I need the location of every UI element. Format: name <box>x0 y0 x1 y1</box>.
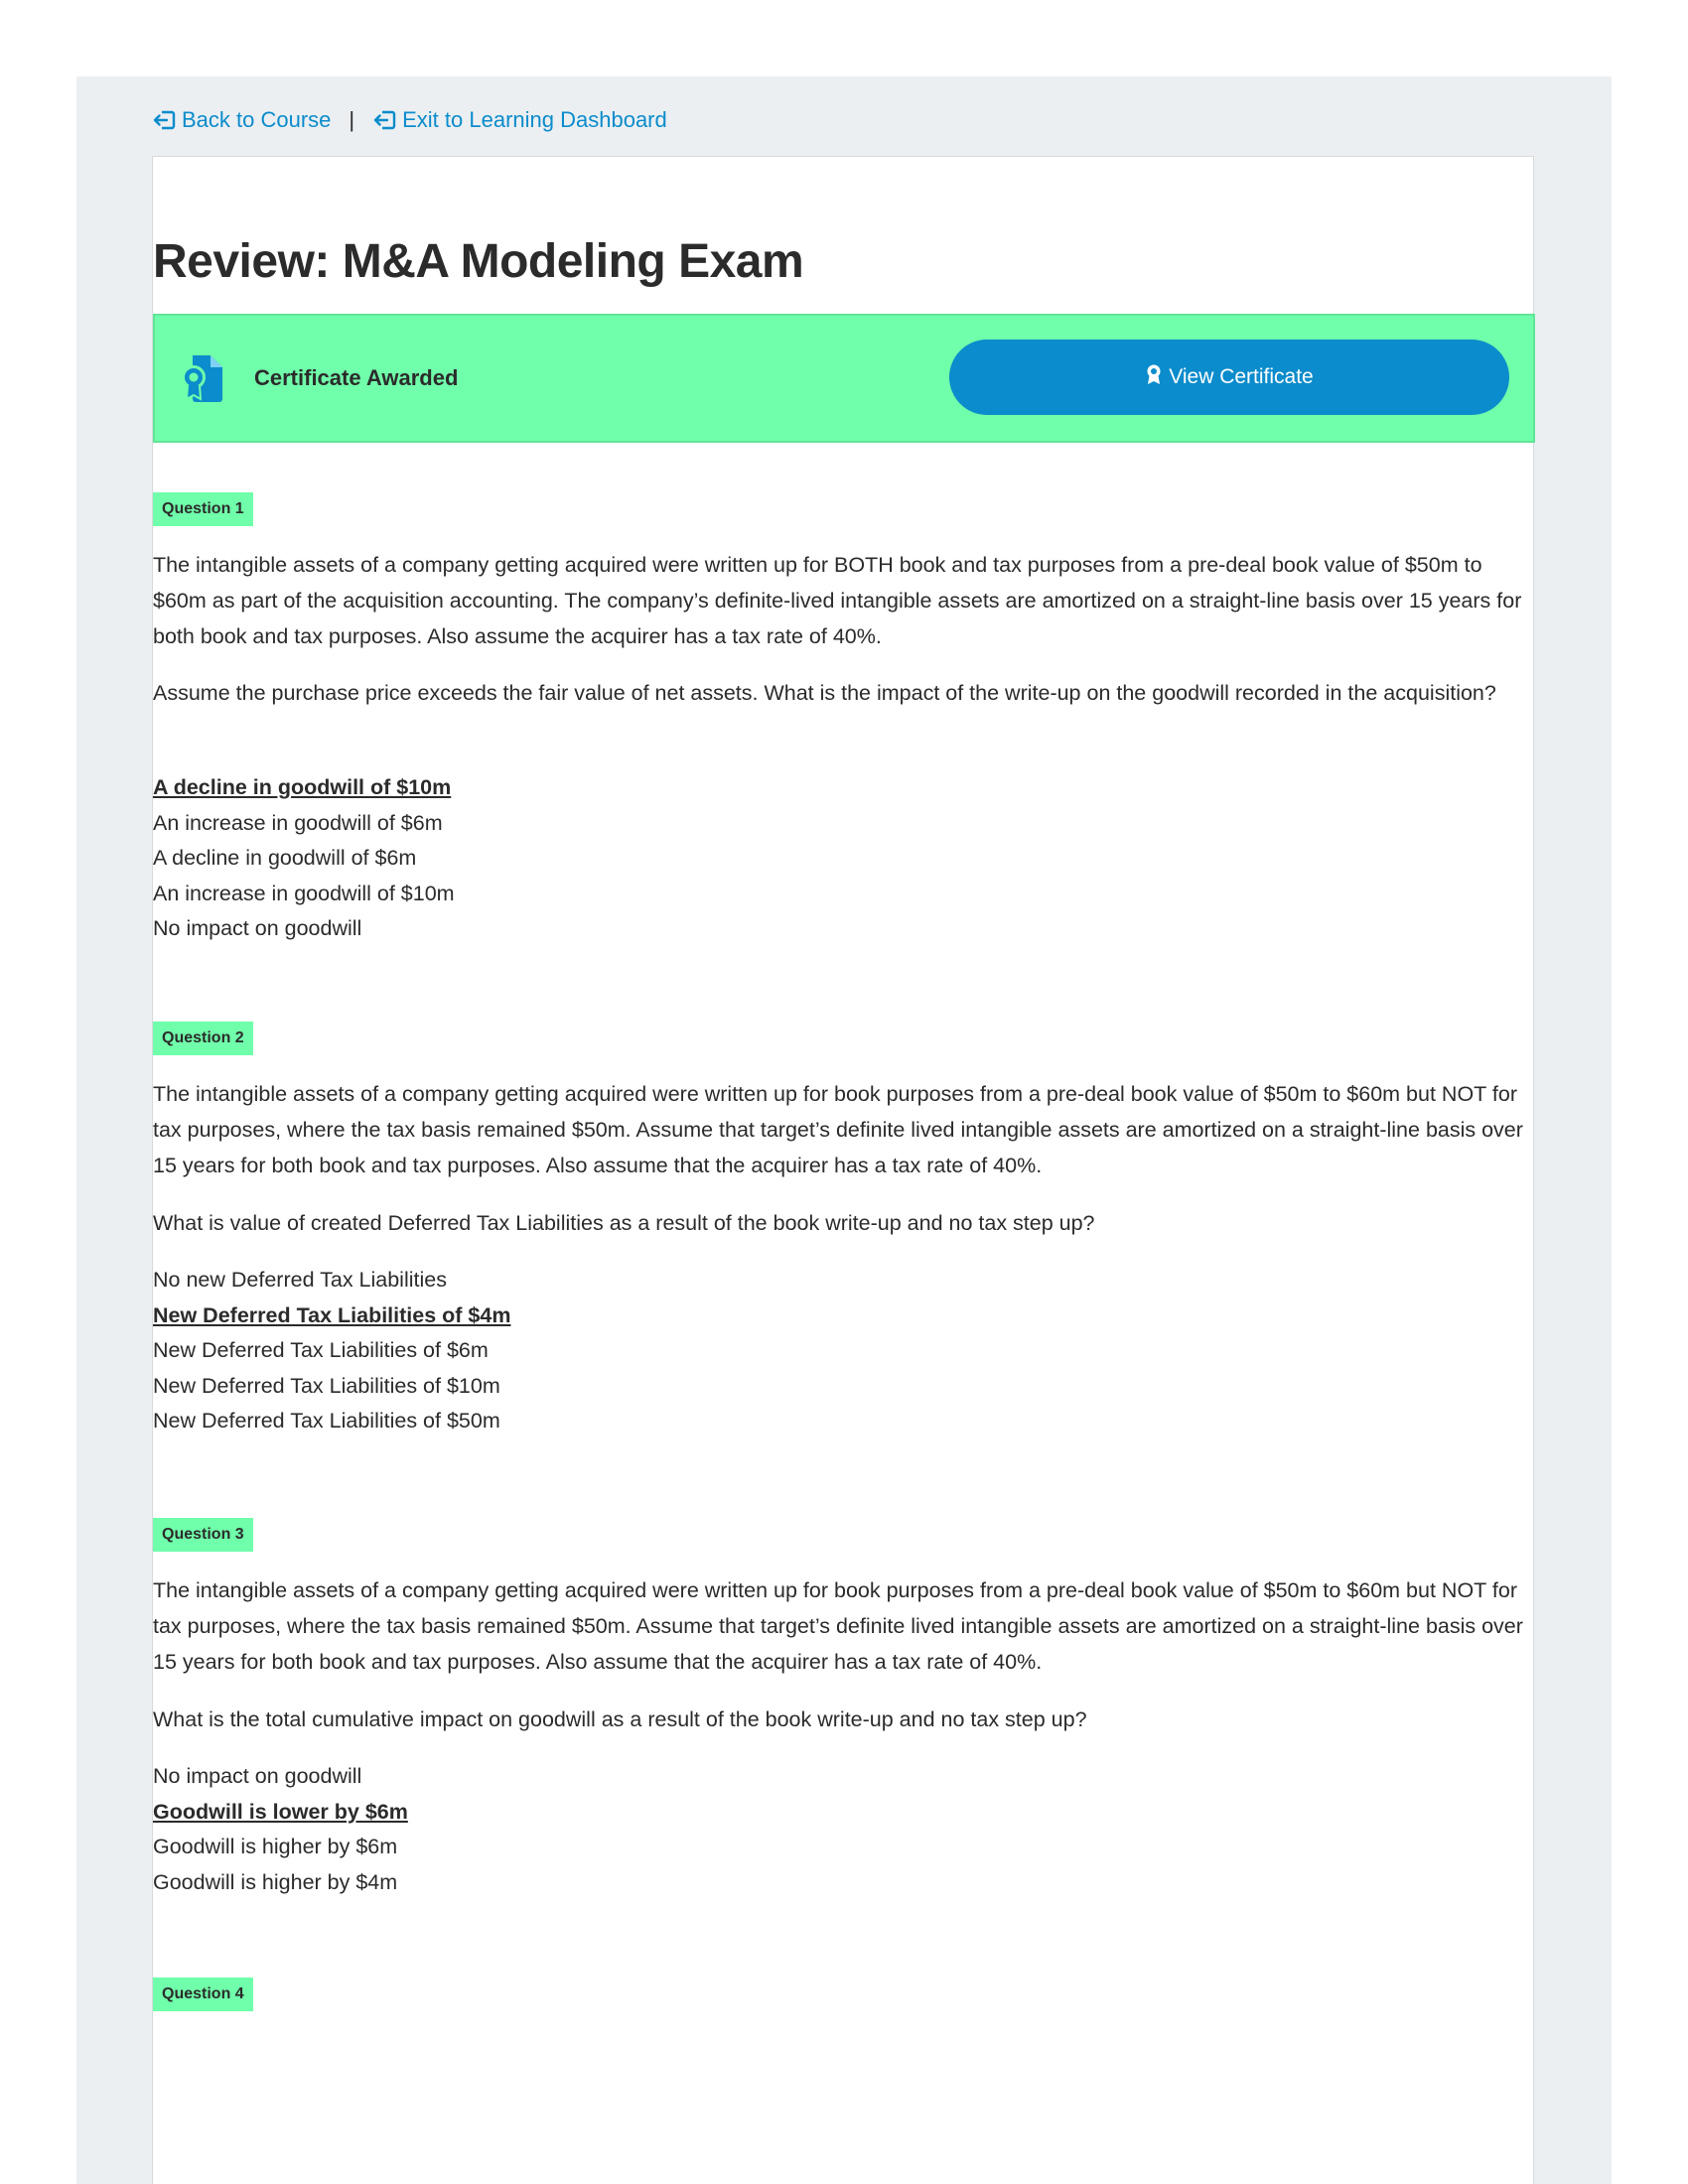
answer-option: An increase in goodwill of $10m <box>153 881 455 905</box>
answer-option: No impact on goodwill <box>153 916 362 940</box>
view-certificate-label: View Certificate <box>1169 365 1314 388</box>
answer-options <box>153 770 455 947</box>
question-prompt: What is value of created Deferred Tax Liabilities as a result of the book write-up and no tax step up? <box>153 1211 1095 1235</box>
sign-out-icon <box>372 109 396 131</box>
question-prompt: Assume the purchase price exceeds the fair value of net assets. What is the impact of the write-up on the goodwill recorded in the acquisition? <box>153 681 1496 705</box>
top-navigation <box>152 103 667 137</box>
answer-option: New Deferred Tax Liabilities of $50m <box>153 1409 500 1433</box>
exit-dashboard-link[interactable] <box>372 107 667 133</box>
nav-separator: | <box>349 107 355 132</box>
exit-dashboard-label: Exit to Learning Dashboard <box>402 107 667 132</box>
answer-option: No new Deferred Tax Liabilities <box>153 1268 447 1292</box>
question-prompt: What is the total cumulative impact on goodwill as a result of the book write-up and no tax step up? <box>153 1707 1087 1731</box>
answer-option: New Deferred Tax Liabilities of $6m <box>153 1338 489 1362</box>
view-certificate-button[interactable] <box>949 340 1509 415</box>
award-icon <box>1145 363 1163 391</box>
answer-option-correct: Goodwill is lower by $6m <box>153 1799 408 1824</box>
answer-options <box>153 1263 510 1439</box>
answer-option-correct: New Deferred Tax Liabilities of $4m <box>153 1302 511 1327</box>
answer-option: Goodwill is higher by $6m <box>153 1835 398 1858</box>
certificate-file-icon <box>181 353 226 408</box>
answer-option: An increase in goodwill of $6m <box>153 810 443 835</box>
certificate-banner <box>153 314 1535 443</box>
question-badge: Question 4 <box>153 1978 253 2011</box>
back-to-course-label: Back to Course <box>182 107 332 132</box>
question-badge: Question 2 <box>153 1022 253 1055</box>
question-badge: Question 3 <box>153 1518 253 1552</box>
page-title: Review: M&A Modeling Exam <box>153 235 804 288</box>
exam-review-card <box>152 156 1534 2184</box>
answer-options <box>153 1759 408 1900</box>
certificate-awarded-label: Certificate Awarded <box>254 365 459 390</box>
question-text: The intangible assets of a company getting acquired were written up for BOTH book and tax purposes from a pre-deal book value of $50m to $60m as part of the acquisition accounting. The company’s definite-lived intangible assets are amortized on a straight-line basis over 15 years for both book and tax purposes. Also assume the acquirer has a tax rate of 40%. <box>153 553 1522 648</box>
answer-option: Goodwill is higher by $4m <box>153 1869 398 1894</box>
question-text: The intangible assets of a company getting acquired were written up for book purposes from a pre-deal book value of $50m to $60m but NOT for tax purposes, where the tax basis remained $50m. Assume that target’s definite lived intangible assets are amortized on a straight-line basis over 15 years for both book and tax purposes. Also assume that the acquirer has a tax rate of 40%. <box>153 1082 1523 1177</box>
answer-option: A decline in goodwill of $6m <box>153 846 417 870</box>
answer-option-correct: A decline in goodwill of $10m <box>153 775 452 799</box>
answer-option: New Deferred Tax Liabilities of $10m <box>153 1373 500 1398</box>
question-text: The intangible assets of a company getting acquired were written up for book purposes from a pre-deal book value of $50m to $60m but NOT for tax purposes, where the tax basis remained $50m. Assume that target’s definite lived intangible assets are amortized on a straight-line basis over 15 years for both book and tax purposes. Also assume that the acquirer has a tax rate of 40%. <box>153 1578 1523 1674</box>
answer-option: No impact on goodwill <box>153 1764 362 1788</box>
question-badge: Question 1 <box>153 492 253 526</box>
sign-out-icon <box>152 109 176 131</box>
back-to-course-link[interactable] <box>152 107 331 133</box>
